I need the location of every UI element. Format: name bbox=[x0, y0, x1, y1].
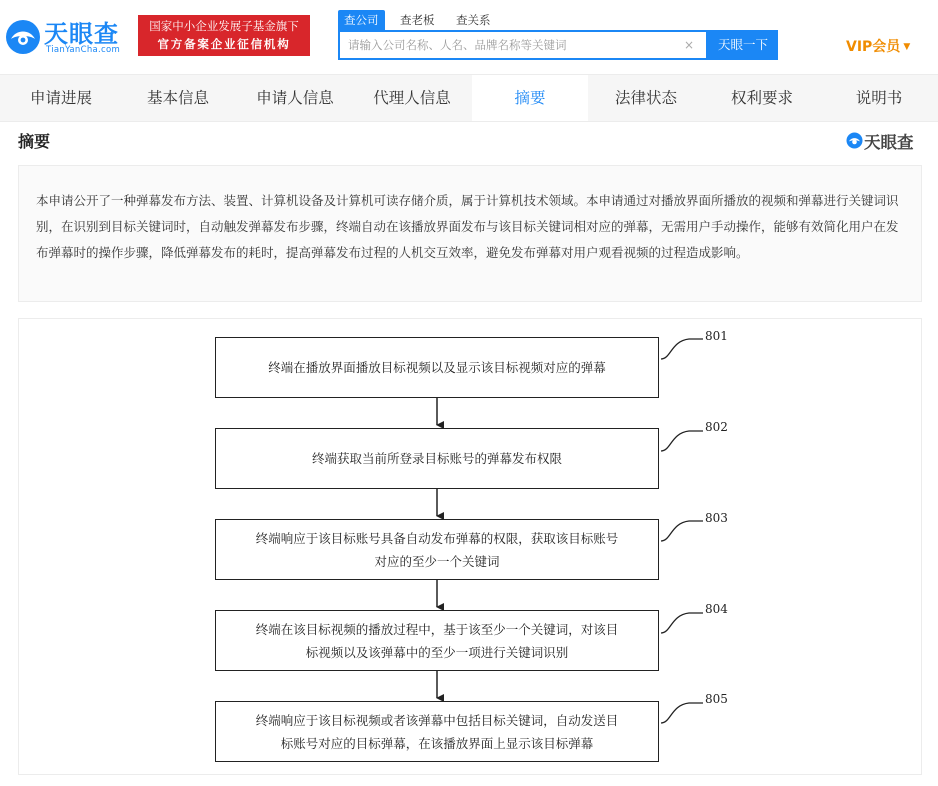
brand-text: 天眼查 bbox=[864, 133, 914, 152]
flow-step-803-line2: 对应的至少一个关键词 bbox=[374, 553, 500, 569]
badge-line2: 官方备案企业征信机构 bbox=[157, 37, 291, 51]
brand-eye-icon bbox=[846, 132, 863, 149]
badge-line1: 国家中小企业发展子基金旗下 bbox=[149, 19, 299, 33]
leader-805 bbox=[661, 703, 703, 723]
search-button[interactable]: 天眼一下 bbox=[708, 30, 778, 60]
flow-step-804-line2: 标视频以及该弹幕中的至少一项进行关键词识别 bbox=[305, 644, 569, 660]
top-header bbox=[0, 0, 938, 74]
tab-abstract[interactable]: 摘要 bbox=[472, 75, 588, 121]
flow-step-801 bbox=[215, 337, 659, 398]
logo-eye-icon bbox=[4, 18, 42, 56]
clear-icon[interactable]: × bbox=[683, 38, 695, 52]
flowchart-figure bbox=[18, 318, 922, 775]
flow-label-803: 803 bbox=[705, 511, 728, 525]
detail-tabs bbox=[0, 74, 938, 122]
flow-step-803-line1: 终端响应于该目标账号具备自动发布弹幕的权限，获取该目标账号 bbox=[255, 530, 619, 546]
flow-step-805 bbox=[215, 701, 659, 762]
tab-basic-info[interactable]: 基本信息 bbox=[146, 89, 209, 107]
flow-step-804 bbox=[215, 610, 659, 671]
flow-step-804-line1: 终端在该目标视频的播放过程中，基于该至少一个关键词，对该目 bbox=[255, 621, 619, 637]
logo-text: 天眼查 bbox=[44, 20, 119, 48]
tab-legal-status[interactable]: 法律状态 bbox=[614, 89, 677, 107]
tab-applicant-info[interactable]: 申请人信息 bbox=[256, 89, 334, 107]
search-tab-boss[interactable]: 查老板 bbox=[400, 13, 435, 27]
flow-step-805-line1: 终端响应于该目标视频或者该弹幕中包括目标关键词，自动发送目 bbox=[255, 712, 619, 728]
flow-label-802: 802 bbox=[705, 420, 728, 434]
vip-label: VIP会员 bbox=[846, 39, 901, 55]
leader-802 bbox=[661, 431, 703, 451]
leader-801 bbox=[661, 339, 703, 359]
tab-application-progress[interactable]: 申请进展 bbox=[29, 89, 92, 107]
tab-claims[interactable]: 权利要求 bbox=[730, 89, 793, 107]
leader-803 bbox=[661, 521, 703, 541]
certification-badge bbox=[138, 15, 310, 56]
caret-down-icon: ▼ bbox=[903, 42, 911, 52]
flow-label-805: 805 bbox=[705, 692, 728, 706]
site-logo[interactable] bbox=[4, 14, 130, 58]
section-title: 摘要 bbox=[18, 132, 51, 151]
flow-label-801: 801 bbox=[705, 329, 728, 343]
brand-watermark bbox=[846, 129, 926, 151]
flow-step-802-line1: 终端获取当前所登录目标账号的弹幕发布权限 bbox=[311, 451, 562, 466]
leader-804 bbox=[661, 613, 703, 633]
flow-step-802 bbox=[215, 428, 659, 489]
abstract-text: 本申请公开了一种弹幕发布方法、装置、计算机设备及计算机可读存储介质，属于计算机技术领域。本申请通过对播放界面所播放的视频和弹幕进行关键词识别，在识别到目标关键词时，自动触发弹幕发布步骤，终端自动在该播放界面发布与该目标关键词相对应的弹幕，无需用户手动操作，能够有效简化用户在发布弹幕时的操作步骤，降低弹幕发布的耗时，提高弹幕发布过程的人机交互效率，避免发布弹幕对用户观看视频的过程造成影响。 bbox=[18, 165, 922, 302]
tab-description[interactable]: 说明书 bbox=[855, 89, 903, 107]
vip-member-menu[interactable] bbox=[846, 36, 910, 56]
tab-agent-info[interactable]: 代理人信息 bbox=[373, 89, 451, 107]
search-tab-relation[interactable]: 查关系 bbox=[456, 13, 491, 27]
flow-step-803 bbox=[215, 519, 659, 580]
flow-step-805-line2: 标账号对应的目标弹幕，在该播放界面上显示该目标弹幕 bbox=[280, 735, 594, 751]
logo-subtitle: TianYanCha.com bbox=[46, 45, 121, 55]
flow-label-804: 804 bbox=[705, 602, 728, 616]
flow-step-801-line1: 终端在播放界面播放目标视频以及显示该目标视频对应的弹幕 bbox=[268, 360, 606, 375]
search-input[interactable] bbox=[348, 32, 678, 58]
search-box bbox=[338, 30, 708, 60]
search-tab-company[interactable]: 查公司 bbox=[338, 10, 385, 30]
